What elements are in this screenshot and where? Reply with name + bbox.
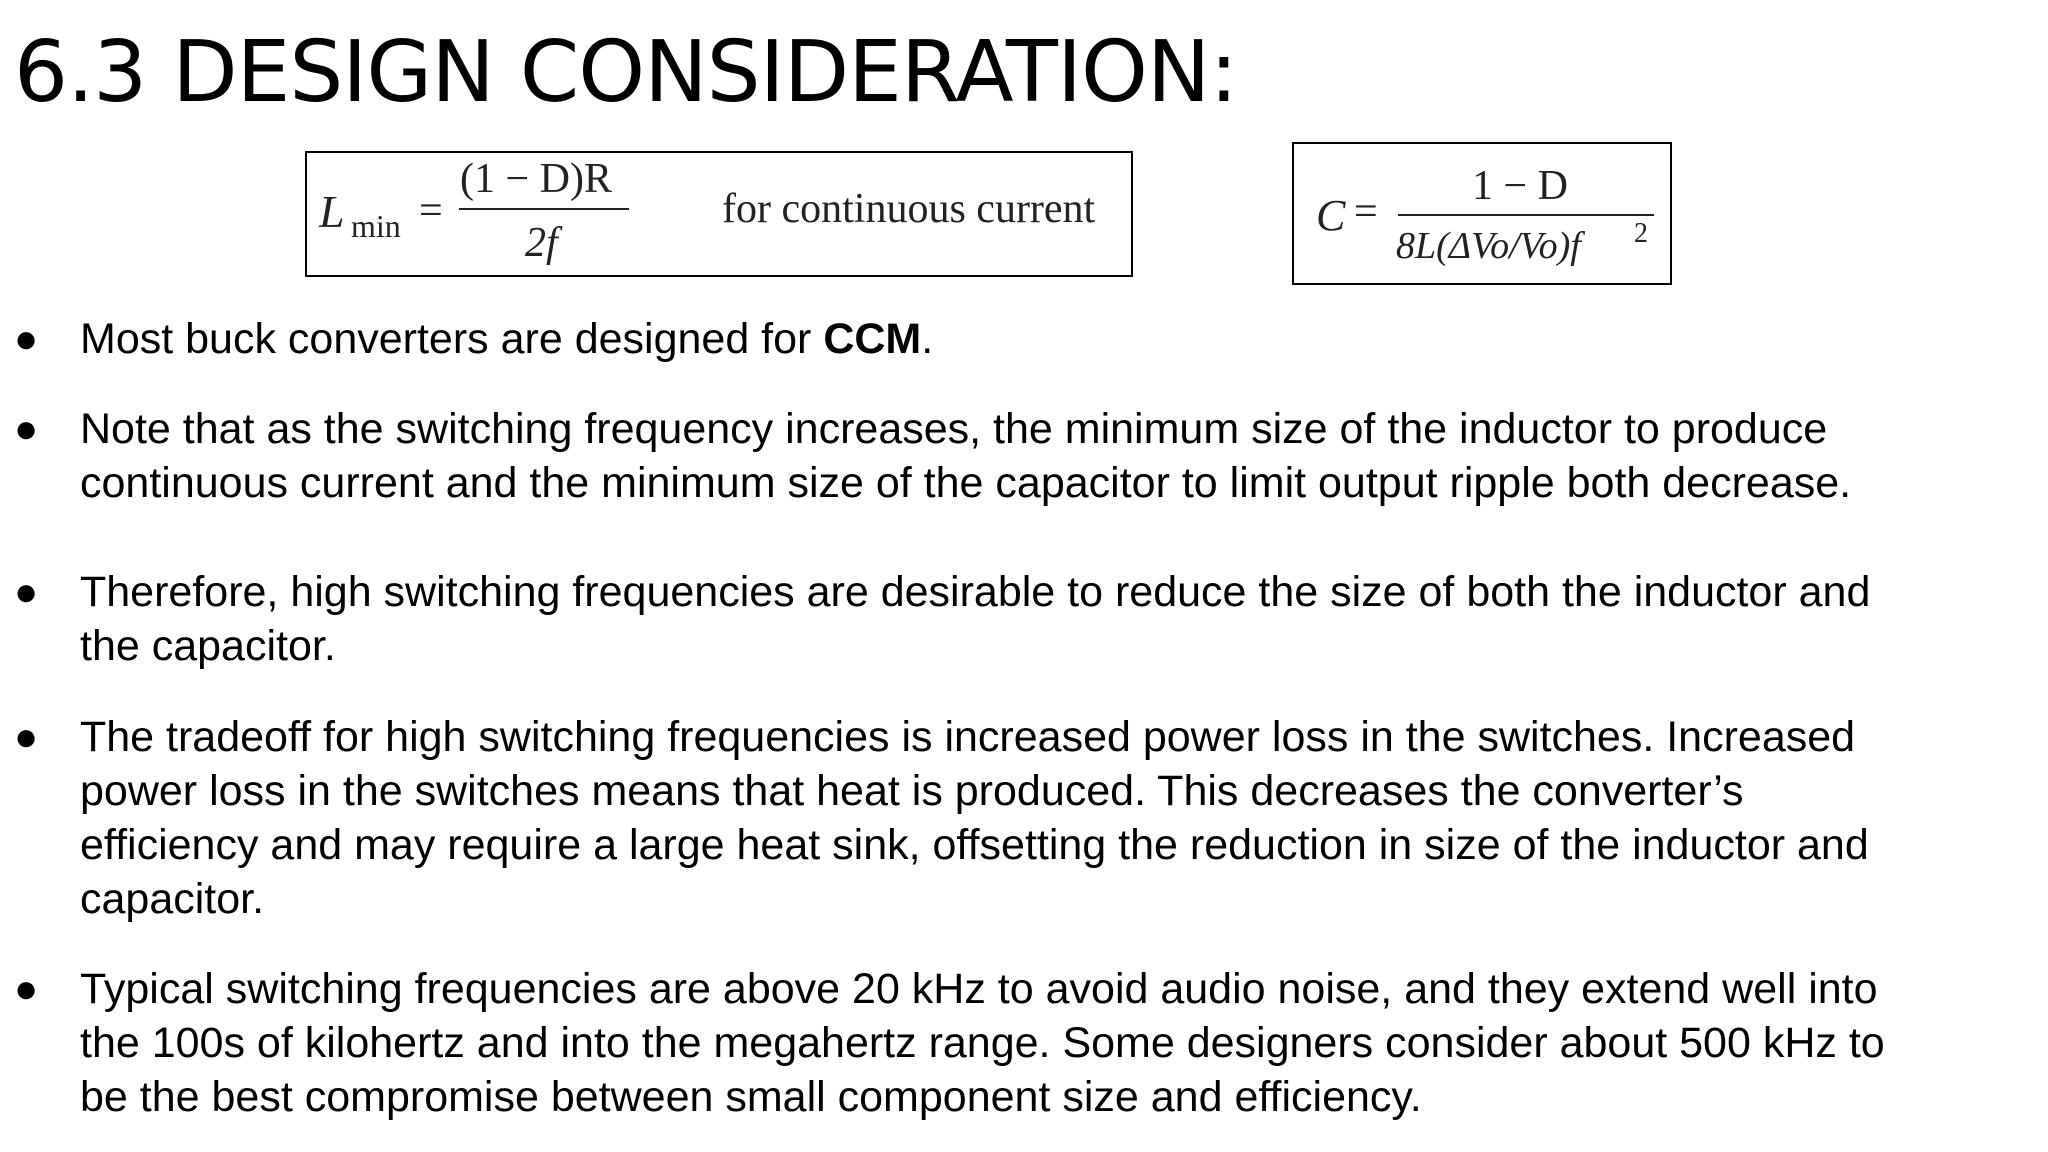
bullet-text <box>80 710 2030 926</box>
bullet-line: efficiency and may require a large heat sink, offsetting the reduction in size of the inductor and <box>80 821 1869 869</box>
bullet-line: Note that as the switching frequency increases, the minimum size of the inductor to produce <box>80 405 1828 453</box>
bullet-marker: ● <box>14 715 39 759</box>
bullet-line: power loss in the switches means that heat is produced. This decreases the converter’s <box>80 767 1744 815</box>
bullet-marker: ● <box>14 570 39 614</box>
bullet-line: Therefore, high switching frequencies are desirable to reduce the size of both the inductor and <box>80 568 1871 616</box>
capacitor-formula-box <box>1292 142 1672 285</box>
bullet-marker: ● <box>14 967 39 1011</box>
bullet-line: continuous current and the minimum size of the capacitor to limit output ripple both decrease. <box>80 459 1852 507</box>
bullet-line: Typical switching frequencies are above 20 kHz to avoid audio noise, and they extend well into <box>80 965 1878 1013</box>
bullet-text <box>80 565 2030 673</box>
inductor-lhs-subscript: min <box>351 208 401 244</box>
capacitor-numerator: 1 − D <box>1472 163 1569 209</box>
bullet-text <box>80 312 2030 366</box>
capacitor-fraction-bar <box>1398 214 1654 216</box>
bullet-bold-term: CCM <box>823 315 922 363</box>
capacitor-equals-sign: = <box>1354 189 1378 235</box>
inductor-numerator: (1 − D)R <box>460 156 613 202</box>
bullet-line <box>80 312 2030 366</box>
bullet-marker: ● <box>14 317 39 361</box>
inductor-formula-box <box>305 151 1133 277</box>
inductor-fraction-bar <box>459 208 629 210</box>
bullet-line: the capacitor. <box>80 622 336 670</box>
capacitor-lhs-variable: C <box>1316 191 1346 240</box>
bullet-plain-text: Most buck converters are designed for <box>80 315 824 363</box>
bullet-line: The tradeoff for high switching frequencies is increased power loss in the switches. Increased <box>80 713 1856 761</box>
bullet-line: capacitor. <box>80 875 265 923</box>
bullet-text <box>80 402 2030 510</box>
inductor-denominator: 2f <box>525 220 558 266</box>
bullet-text <box>80 962 2030 1124</box>
capacitor-denominator-exponent: 2 <box>1634 218 1648 249</box>
slide-title: 6.3 DESIGN CONSIDERATION: <box>14 23 1238 122</box>
inductor-condition-note: for continuous current <box>722 186 1096 232</box>
bullet-line: be the best compromise between small component size and efficiency. <box>80 1073 1422 1121</box>
capacitor-denominator: 8L(ΔVo/Vo)f <box>1396 225 1581 267</box>
bullet-line: the 100s of kilohertz and into the megahertz range. Some designers consider about 500 kHz to <box>80 1019 1885 1067</box>
inductor-equals-sign: = <box>419 188 443 234</box>
bullet-suffix: . <box>921 315 934 363</box>
bullet-marker: ● <box>14 407 39 451</box>
inductor-lhs-variable: L <box>319 186 345 237</box>
